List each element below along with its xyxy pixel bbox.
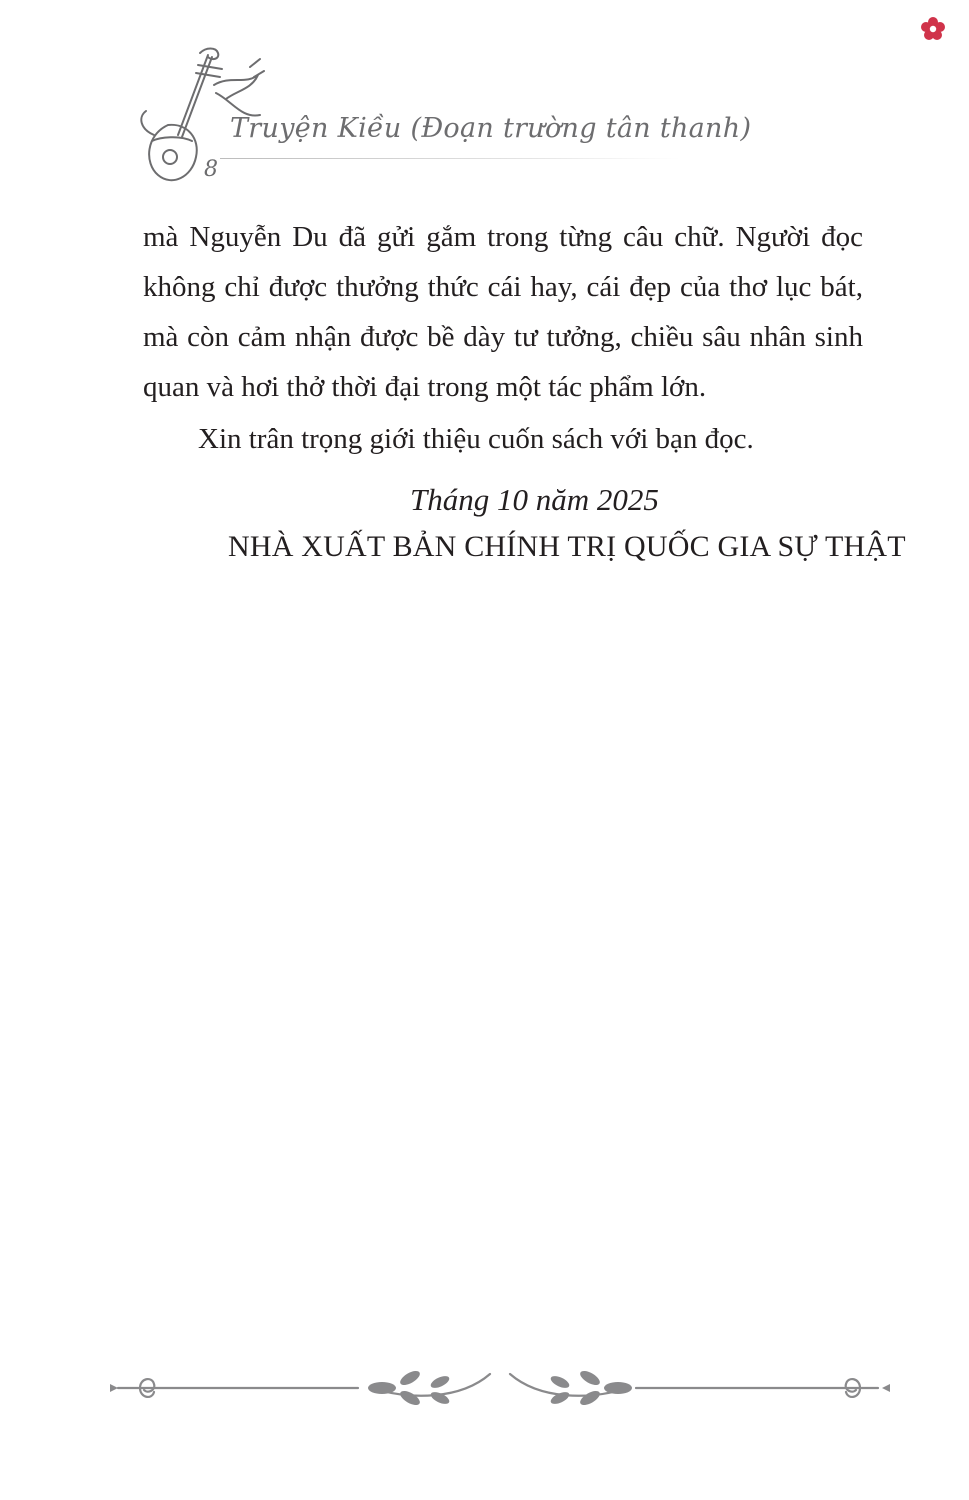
- running-header: [130, 45, 752, 195]
- text-line: mà còn cảm nhận được bề dày tư tưởng, chiều sâu nhân sinh: [143, 321, 863, 353]
- text-line: không chỉ được thưởng thức cái hay, cái đẹp của thơ lục bát,: [143, 271, 863, 303]
- floral-divider-ornament: [110, 1360, 890, 1420]
- lotus-mark-icon: [918, 14, 948, 44]
- header-rule: [220, 158, 680, 159]
- text-line: quan và hơi thở thời đại trong một tác phẩm lớn.: [143, 371, 707, 403]
- text-line: mà Nguyễn Du đã gửi gắm trong từng câu chữ. Người đọc: [143, 221, 863, 253]
- signature-date: Tháng 10 năm 2025: [410, 482, 659, 517]
- signature-publisher: NHÀ XUẤT BẢN CHÍNH TRỊ QUỐC GIA SỰ THẬT: [228, 530, 906, 563]
- page-number: 8: [204, 157, 218, 182]
- closing-paragraph: Xin trân trọng giới thiệu cuốn sách với bạn đọc.: [198, 423, 754, 455]
- running-title: Truyện Kiều (Đoạn trường tân thanh): [230, 113, 752, 144]
- body-text: [143, 212, 863, 464]
